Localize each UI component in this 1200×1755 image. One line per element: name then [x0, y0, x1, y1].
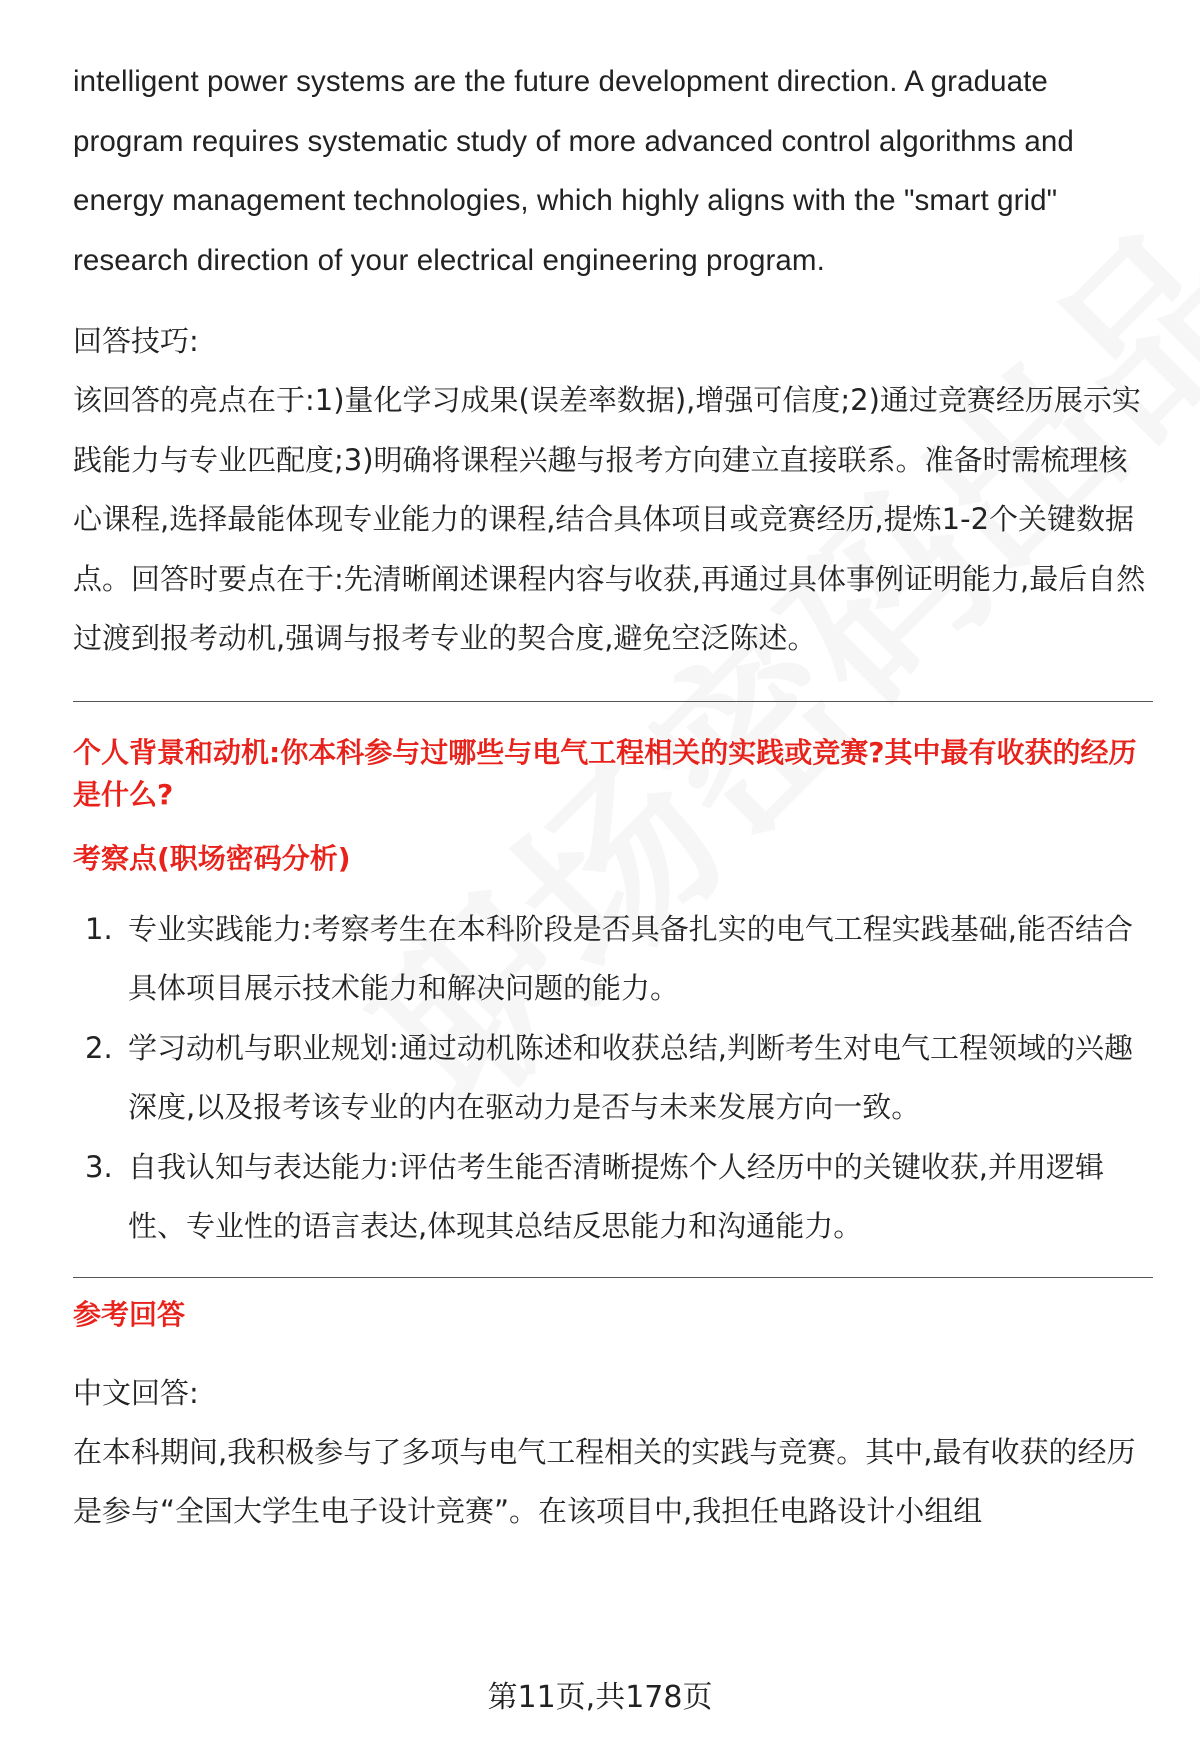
list-item-number: 1.: [85, 911, 113, 946]
exam-points-heading: 考察点(职场密码分析): [73, 841, 351, 875]
reference-answer-heading: 参考回答: [73, 1297, 186, 1331]
list-item-text: 专业实践能力:考察考生在本科阶段是否具备扎实的电气工程实践基础,能否结合具体项目展示技术能力和解决问题的能力。: [128, 911, 1133, 1005]
tips-label: 回答技巧:: [73, 324, 199, 358]
list-item: [73, 1138, 1153, 1257]
chinese-answer-label: 中文回答:: [73, 1375, 199, 1410]
list-item: [73, 1019, 1153, 1138]
document-page: [73, 52, 1153, 1542]
question-title: 个人背景和动机:你本科参与过哪些与电气工程相关的实践或竞赛?其中最有收获的经历是什么?: [73, 735, 1137, 811]
exam-points-list: [73, 900, 1153, 1257]
list-item: [73, 900, 1153, 1019]
chinese-answer-body: 在本科期间,我积极参与了多项与电气工程相关的实践与竞赛。其中,最有收获的经历是参与“全国大学生电子设计竞赛”。在该项目中,我担任电路设计小组组: [73, 1434, 1136, 1528]
list-item-number: 3.: [85, 1149, 113, 1184]
list-item-text: 学习动机与职业规划:通过动机陈述和收获总结,判断考生对电气工程领域的兴趣深度,以及报考该专业的内在驱动力是否与未来发展方向一致。: [128, 1030, 1133, 1124]
tips-body: 该回答的亮点在于:1)量化学习成果(误差率数据),增强可信度;2)通过竞赛经历展示实践能力与专业匹配度;3)明确将课程兴趣与报考方向建立直接联系。准备时需梳理核心课程,选择最能体现专业能力的课程,结合具体项目或竞赛经历,提炼1-2个关键数据点。回答时要点在于:先清晰阐述课程内容与收获,再通过具体事例证明能力,最后自然过渡到报考动机,强调与报考专业的契合度,避免空泛陈述。: [73, 383, 1146, 655]
page-number-footer: 第11页,共178页: [487, 1680, 713, 1715]
list-item-number: 2.: [85, 1030, 113, 1065]
english-paragraph: intelligent power systems are the future development direction. A graduate program requires systematic study of more advanced control algorithms and energy management technologies, which highly aligns with the "smart grid" research direction of your electrical engineering program.: [73, 65, 1074, 277]
list-item-text: 自我认知与表达能力:评估考生能否清晰提炼个人经历中的关键收获,并用逻辑性、专业性的语言表达,体现其总结反思能力和沟通能力。: [128, 1149, 1104, 1243]
